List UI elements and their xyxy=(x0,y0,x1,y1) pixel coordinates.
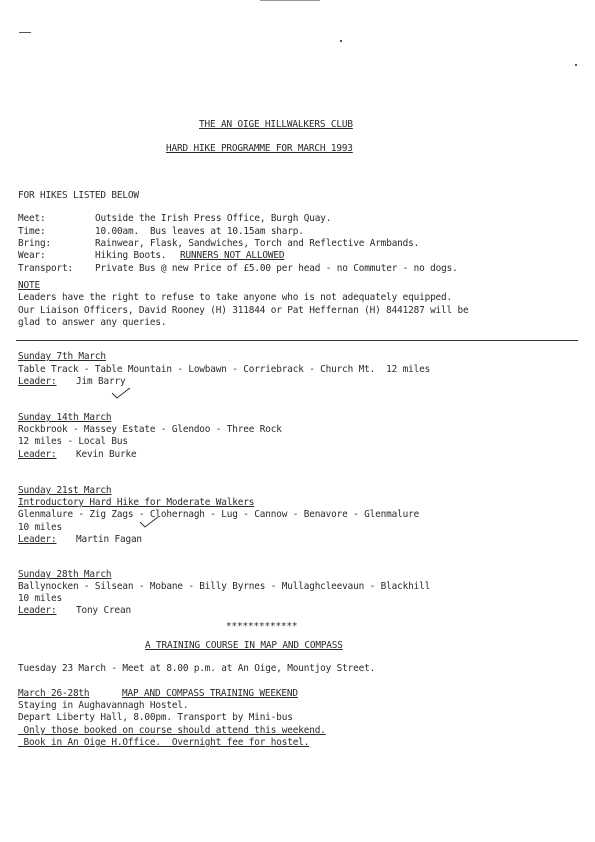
wear-label: Wear: xyxy=(18,250,46,261)
check-mark-icon xyxy=(110,386,132,400)
wear-emphasis: RUNNERS NOT ALLOWED xyxy=(180,250,285,261)
hike-detail: 10 miles xyxy=(18,522,62,533)
hike-route: Rockbrook - Massey Estate - Glendoo - Three Rock xyxy=(18,424,282,435)
time-label: Time: xyxy=(18,226,46,237)
leader-name: Martin Fagan xyxy=(76,534,142,545)
hike-date: Sunday 21st March xyxy=(18,485,112,496)
section-divider xyxy=(16,340,578,341)
meet-label: Meet: xyxy=(18,213,46,224)
note-line: Our Liaison Officers, David Rooney (H) 311844 or Pat Heffernan (H) 8441287 will be xyxy=(18,305,469,316)
hike-detail: 10 miles xyxy=(18,593,62,604)
hike-detail: 12 miles - Local Bus xyxy=(18,436,128,447)
transport-label: Transport: xyxy=(18,263,73,274)
training-meet: Tuesday 23 March - Meet at 8.00 p.m. at An Oige, Mountjoy Street. xyxy=(18,663,376,674)
meet-value: Outside the Irish Press Office, Burgh Quay. xyxy=(95,213,332,224)
weekend-line: Depart Liberty Hall, 8.00pm. Transport by Mini-bus xyxy=(18,712,293,723)
hike-date: Sunday 28th March xyxy=(18,569,112,580)
leader-name: Kevin Burke xyxy=(76,449,137,460)
time-value: 10.00am. Bus leaves at 10.15am sharp. xyxy=(95,226,304,237)
note-label: NOTE xyxy=(18,280,40,291)
club-title: THE AN OIGE HILLWALKERS CLUB xyxy=(199,119,353,130)
note-line: Leaders have the right to refuse to take anyone who is not adequately equipped. xyxy=(18,292,453,303)
weekend-line: Only those booked on course should attend this weekend. xyxy=(18,725,326,736)
hike-route: Table Track - Table Mountain - Lowbawn - Corriebrack - Church Mt. 12 miles xyxy=(18,364,431,375)
bring-value: Rainwear, Flask, Sandwiches, Torch and Reflective Armbands. xyxy=(95,238,420,249)
transport-value: Private Bus @ new Price of £5.00 per head - no Commuter - no dogs. xyxy=(95,263,458,274)
programme-title: HARD HIKE PROGRAMME FOR MARCH 1993 xyxy=(166,143,353,154)
wear-value: Hiking Boots. xyxy=(95,250,167,261)
scan-speck xyxy=(260,0,320,1)
scan-speck xyxy=(19,32,31,33)
leader-label: Leader: xyxy=(18,449,57,460)
intro-heading: FOR HIKES LISTED BELOW xyxy=(18,190,139,201)
check-mark-icon xyxy=(138,516,160,530)
hike-subtitle: Introductory Hard Hike for Moderate Walkers xyxy=(18,497,255,508)
weekend-date: March 26-28th xyxy=(18,688,90,699)
leader-label: Leader: xyxy=(18,605,57,616)
star-divider: ************* xyxy=(226,621,298,632)
leader-label: Leader: xyxy=(18,534,57,545)
hike-date: Sunday 7th March xyxy=(18,351,106,362)
weekend-title: MAP AND COMPASS TRAINING WEEKEND xyxy=(122,688,298,699)
hike-date: Sunday 14th March xyxy=(18,412,112,423)
bring-label: Bring: xyxy=(18,238,51,249)
hike-route: Glenmalure - Zig Zags - Clohernagh - Lug - Cannow - Benavore - Glenmalure xyxy=(18,509,420,520)
weekend-line: Staying in Aughavannagh Hostel. xyxy=(18,700,189,711)
leader-name: Jim Barry xyxy=(76,376,126,387)
hike-route: Ballynocken - Silsean - Mobane - Billy Byrnes - Mullaghcleevaun - Blackhill xyxy=(18,581,431,592)
weekend-line: Book in An Oige H.Office. Overnight fee for hostel. xyxy=(18,737,310,748)
leader-label: Leader: xyxy=(18,376,57,387)
scan-speck xyxy=(575,64,577,66)
training-title: A TRAINING COURSE IN MAP AND COMPASS xyxy=(145,640,343,651)
note-line: glad to answer any queries. xyxy=(18,317,167,328)
leader-name: Tony Crean xyxy=(76,605,131,616)
scan-speck xyxy=(340,40,342,42)
